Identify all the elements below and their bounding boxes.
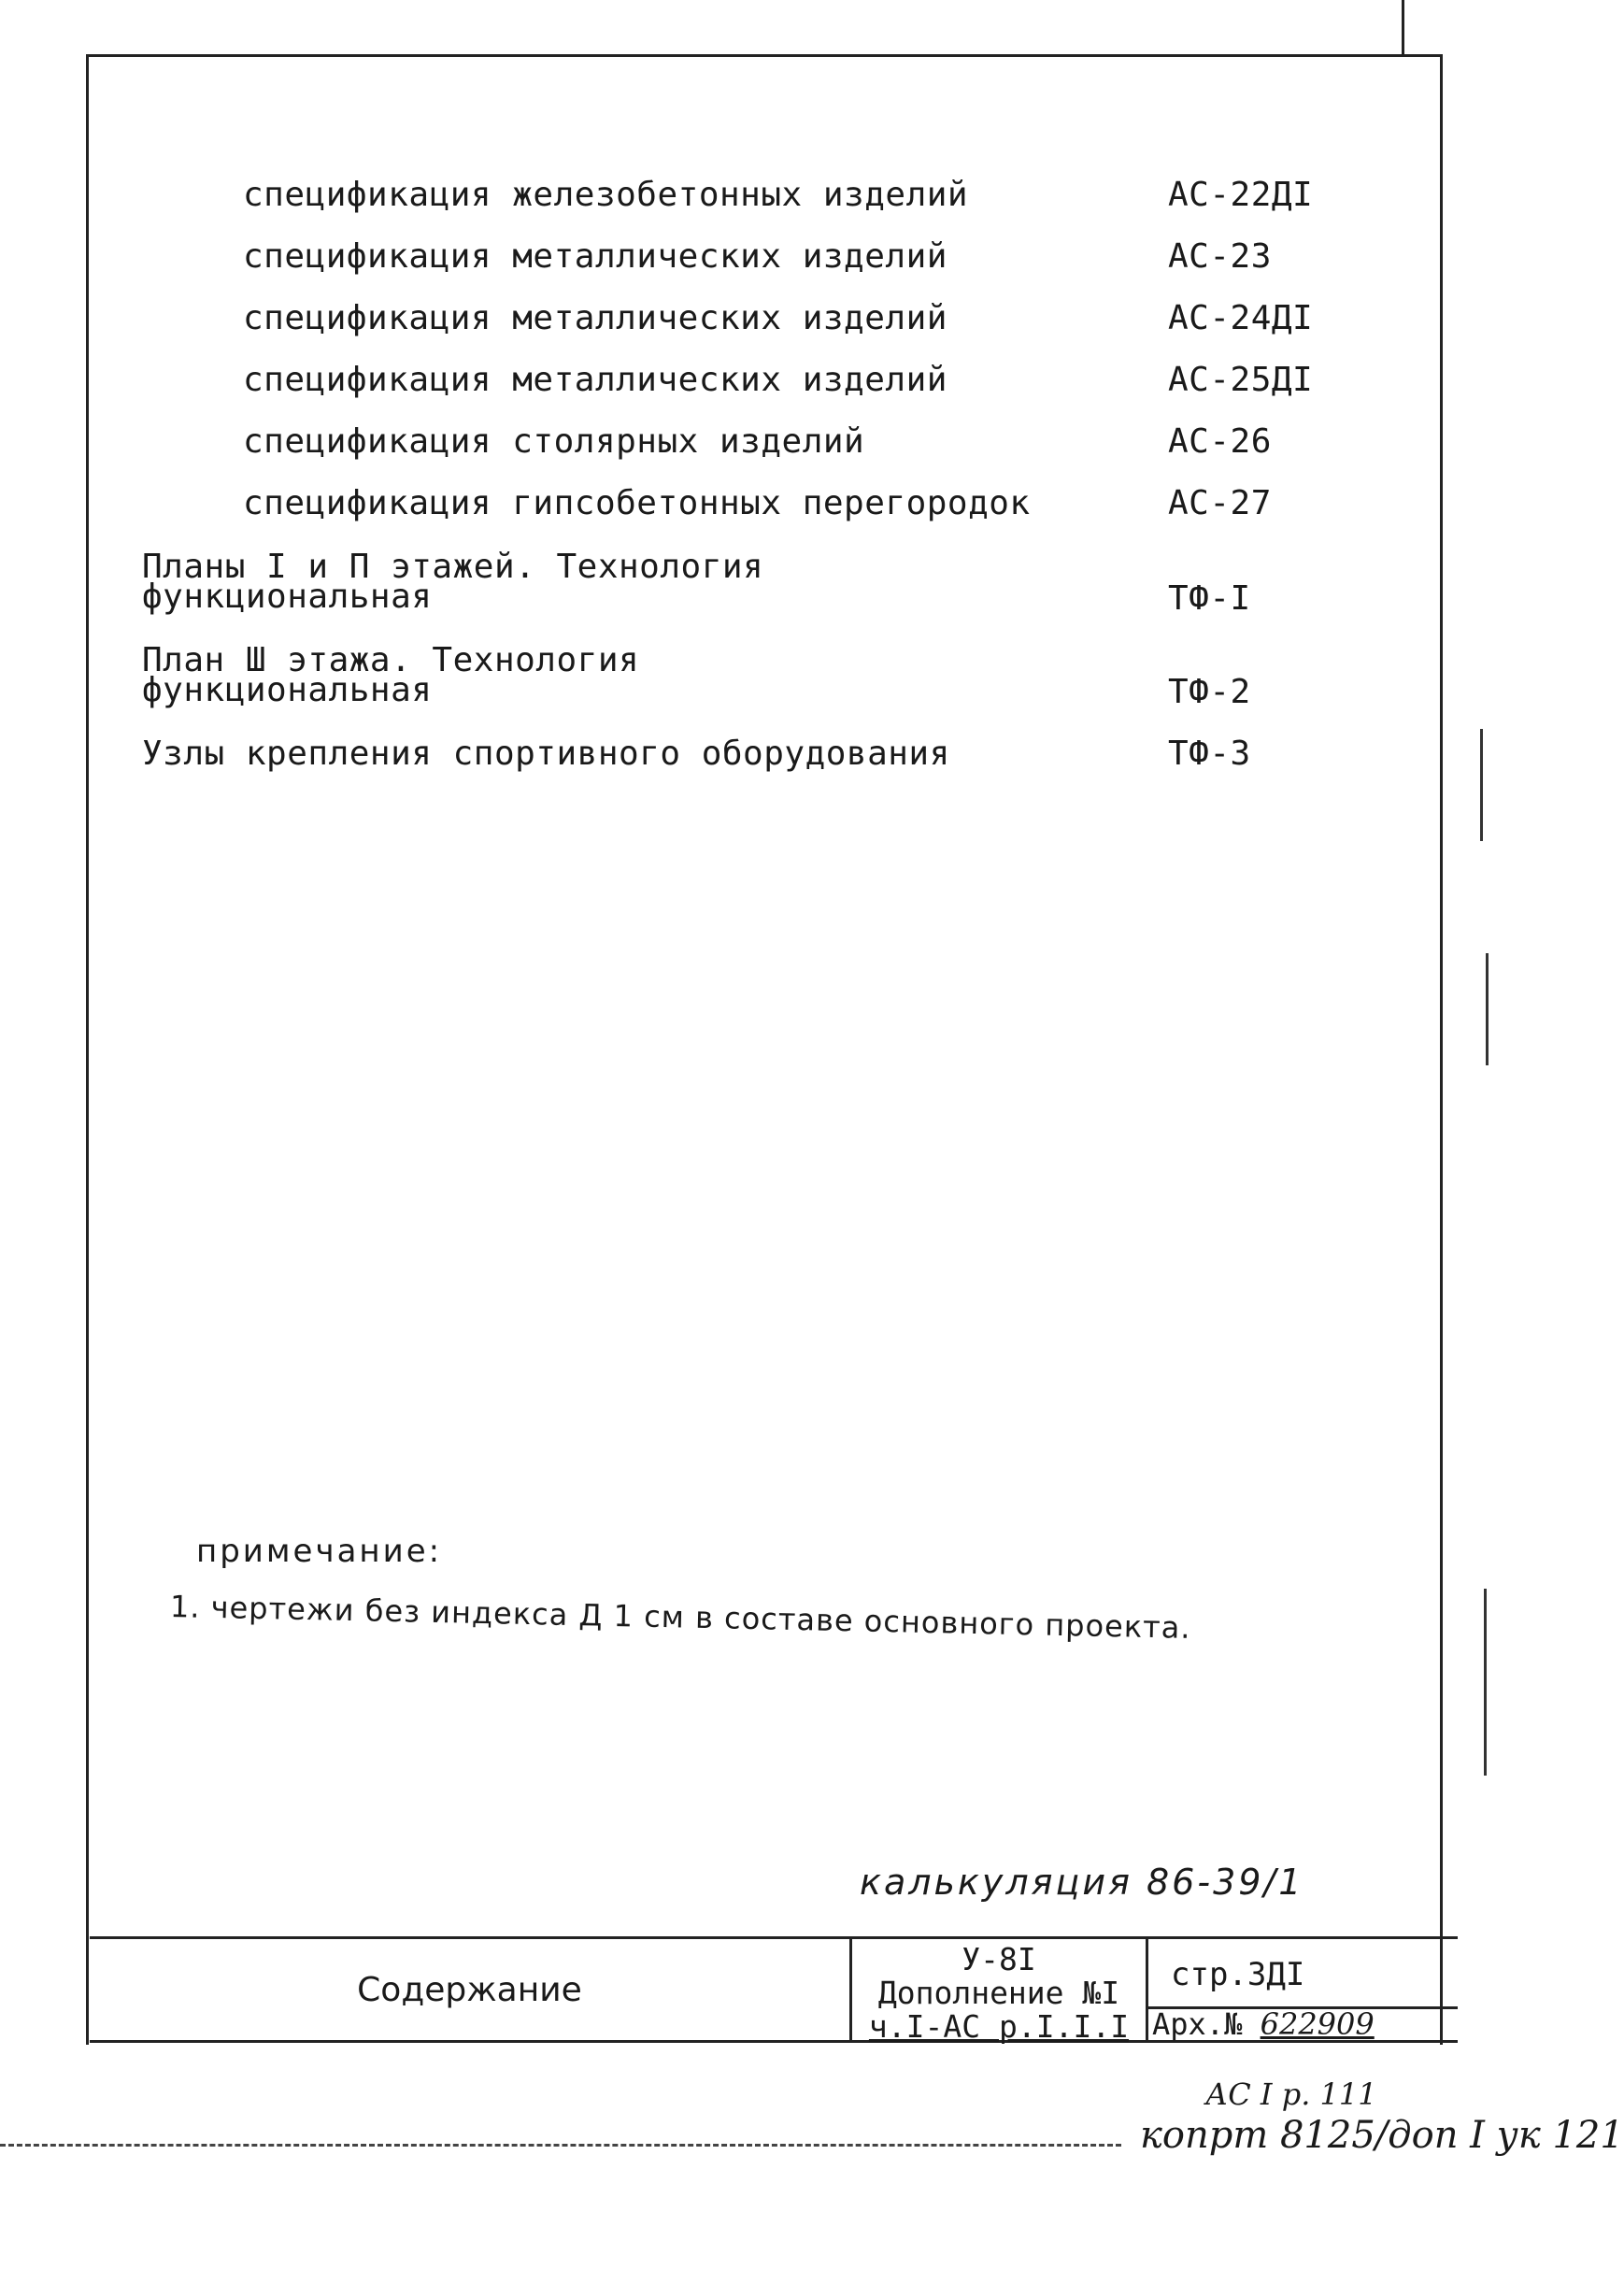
row-title-line2: функциональная <box>142 578 433 616</box>
contents-row <box>243 237 1272 276</box>
row-title-line1: План Ш этажа. Технология <box>142 641 640 679</box>
archive-label: Арх.№ <box>1152 2006 1243 2042</box>
archive-sub-note: АС I р. 111 <box>1205 2076 1377 2112</box>
frame-top-tick <box>1402 0 1404 56</box>
stamp-supplement: Дополнение №I <box>877 1975 1120 2011</box>
contents-row <box>243 484 1272 522</box>
row-title: спецификация металлических изделий <box>243 361 947 399</box>
contents-row <box>243 422 1272 461</box>
row-title: спецификация гипсобетонных перегородок <box>243 484 1031 522</box>
calculation-mark: калькуляция 86-39/1 <box>860 1862 1304 1903</box>
row-title: спецификация металлических изделий <box>243 299 947 337</box>
contents-row <box>142 548 1251 618</box>
bottom-handwritten-note: копрт 8125/доп I ук 121 <box>1140 2114 1624 2157</box>
contents-row <box>142 735 1251 773</box>
scan-edge-mark <box>1480 729 1483 841</box>
contents-row <box>243 361 1314 399</box>
scan-edge-mark <box>1484 1589 1487 1776</box>
row-code: АС-26 <box>1168 422 1272 461</box>
row-code: АС-27 <box>1168 484 1272 522</box>
row-title-line1: Планы I и П этажей. Технология <box>142 548 764 586</box>
row-code: АС-23 <box>1168 237 1272 276</box>
contents-row <box>142 641 1251 711</box>
row-title: спецификация железобетонных изделий <box>243 176 969 214</box>
title-block <box>90 1936 1458 2043</box>
contents-row <box>243 299 1314 337</box>
row-code: ТФ-I <box>1168 579 1251 618</box>
archive-number: 622909 <box>1260 2006 1375 2042</box>
cut-line <box>0 2144 1121 2147</box>
stamp-doc-cell <box>852 1939 1148 2045</box>
row-title: спецификация столярных изделий <box>243 422 865 461</box>
row-title: спецификация металлических изделий <box>243 237 947 276</box>
row-code: ТФ-3 <box>1168 735 1251 773</box>
row-title: Узлы крепления спортивного оборудования <box>142 735 950 773</box>
drawing-frame <box>86 54 1443 2045</box>
note-text: 1. чертежи без индекса Д 1 см в составе основного проекта. <box>169 1589 1191 1646</box>
contents-row <box>243 176 1314 214</box>
row-title-line2: функциональная <box>142 671 433 709</box>
scan-edge-mark <box>1486 953 1489 1065</box>
row-code: ТФ-2 <box>1168 673 1251 711</box>
row-code: АС-25ДI <box>1168 361 1314 399</box>
note-title: примечание: <box>196 1533 443 1570</box>
row-code: АС-24ДI <box>1168 299 1314 337</box>
row-code: АС-22ДI <box>1168 176 1314 214</box>
stamp-page: стр.3ДI <box>1171 1956 1305 1993</box>
stamp-code: У-8I <box>962 1941 1036 1977</box>
stamp-title: Содержание <box>90 1939 852 2040</box>
stamp-part: ч.I-АС р.I.I.I <box>868 2008 1130 2045</box>
stamp-archive <box>1152 2006 1375 2042</box>
stamp-page-cell <box>1148 1939 1458 2040</box>
